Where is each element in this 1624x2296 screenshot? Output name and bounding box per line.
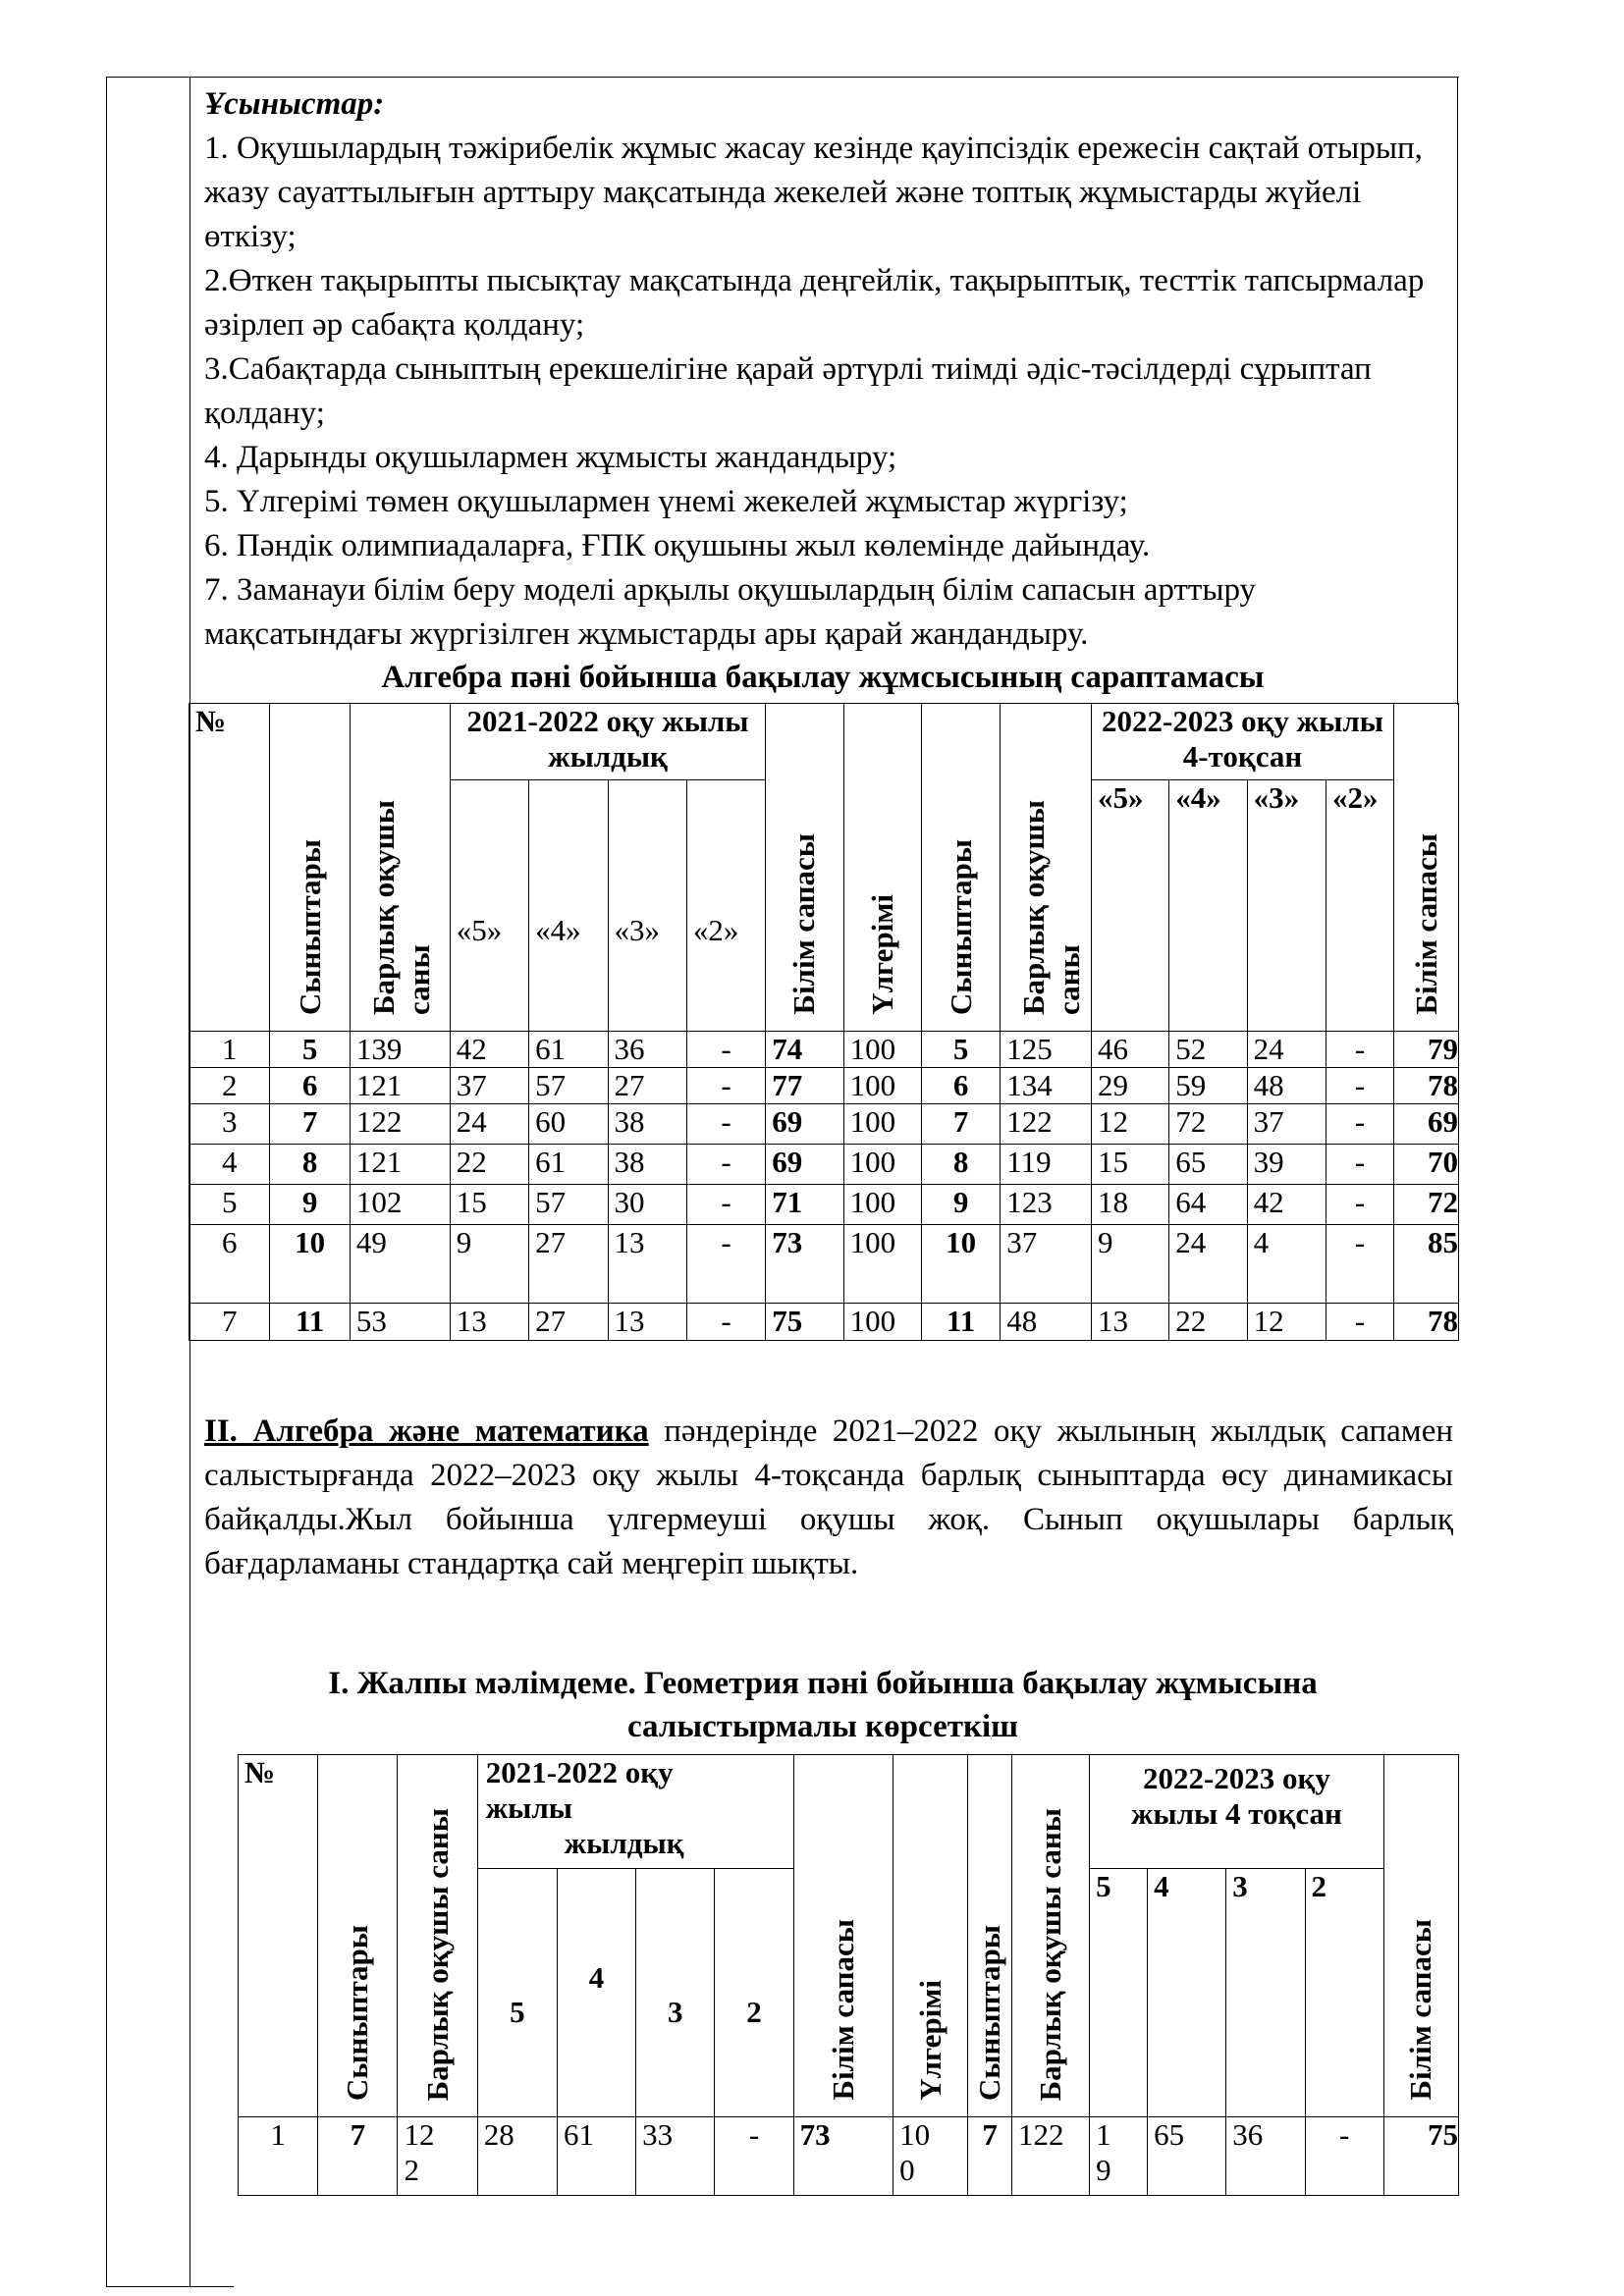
table-cell: 122 bbox=[1001, 1104, 1092, 1145]
table-cell: 75 bbox=[766, 1304, 843, 1341]
table-cell: 42 bbox=[1247, 1185, 1326, 1225]
table-cell: 119 bbox=[1001, 1145, 1092, 1185]
table-cell: 24 bbox=[1169, 1225, 1247, 1304]
header-grade-3-b: «3» bbox=[1247, 780, 1326, 1032]
table-row bbox=[189, 1032, 1459, 1068]
table-row bbox=[189, 1068, 1459, 1104]
table-cell: 72 bbox=[1169, 1104, 1247, 1145]
table-cell: 100 bbox=[843, 1068, 921, 1104]
table-cell: 12 bbox=[1247, 1304, 1326, 1341]
conclusion-paragraph bbox=[204, 1410, 1453, 1586]
table-cell: 1 bbox=[189, 1032, 270, 1068]
page-frame-margin bbox=[106, 77, 190, 2287]
table-cell: 139 bbox=[350, 1032, 450, 1068]
table-cell: 48 bbox=[1001, 1304, 1092, 1341]
recommendation-item: 6. Пәндік олимпиадаларға, ҒПК оқушыны жыл көлемінде дайындау. bbox=[204, 528, 1151, 563]
table-cell: 6 bbox=[189, 1225, 270, 1304]
table-cell: 5 bbox=[270, 1032, 350, 1068]
table-cell: 7 bbox=[318, 2117, 398, 2196]
recommendations-heading: Ұсыныстар: bbox=[204, 86, 385, 122]
table-cell: 75 bbox=[1383, 2117, 1458, 2196]
table-cell: 100 bbox=[843, 1145, 921, 1185]
table-cell: 22 bbox=[450, 1145, 528, 1185]
table-cell: 1 9 bbox=[1090, 2117, 1148, 2196]
table-cell: 10 bbox=[270, 1225, 350, 1304]
header-grade-5-b: «5» bbox=[1091, 780, 1168, 1032]
header-progress: Үлгерімі bbox=[843, 704, 921, 1032]
header-classes-2: Сыныптары bbox=[921, 704, 1000, 1032]
header-quality-2: Білім сапасы bbox=[1394, 704, 1459, 1032]
table-cell: 37 bbox=[450, 1068, 528, 1104]
table-cell: 27 bbox=[608, 1068, 686, 1104]
table-cell: 53 bbox=[350, 1304, 450, 1341]
table-cell: 18 bbox=[1091, 1185, 1168, 1225]
recommendation-item: 3.Сабақтарда сыныптың ерекшелігіне қарай әртүрлі тиімді әдіс-тәсілдерді сұрыптап қолдану; bbox=[204, 351, 1372, 431]
algebra-table-title: Алгебра пәні бойынша бақылау жұмсысының сараптамасы bbox=[381, 660, 1265, 695]
table-cell: 79 bbox=[1394, 1032, 1459, 1068]
table-row bbox=[189, 1304, 1459, 1341]
table-cell: 134 bbox=[1001, 1068, 1092, 1104]
geo-header-num: № bbox=[239, 1755, 318, 2117]
table-cell: - bbox=[1326, 1032, 1393, 1068]
table-cell: 61 bbox=[529, 1145, 608, 1185]
table-cell: 38 bbox=[608, 1145, 686, 1185]
table-cell: - bbox=[686, 1304, 765, 1341]
table-cell: 10 bbox=[921, 1225, 1000, 1304]
table-cell: 121 bbox=[350, 1068, 450, 1104]
table-row bbox=[189, 1185, 1459, 1225]
table-cell: 8 bbox=[921, 1145, 1000, 1185]
table-cell: 15 bbox=[450, 1185, 528, 1225]
table-cell: 6 bbox=[270, 1068, 350, 1104]
table-cell: 24 bbox=[1247, 1032, 1326, 1068]
algebra-table bbox=[189, 703, 1459, 1341]
geo-header-progress: Үлгерімі bbox=[893, 1755, 968, 2117]
table-cell: 71 bbox=[766, 1185, 843, 1225]
table-cell: 12 2 bbox=[398, 2117, 477, 2196]
table-cell: 7 bbox=[921, 1104, 1000, 1145]
table-cell: 69 bbox=[1394, 1104, 1459, 1145]
table-cell: - bbox=[1326, 1068, 1393, 1104]
page-frame-right bbox=[1457, 77, 1458, 705]
table-cell: 27 bbox=[529, 1225, 608, 1304]
table-cell: 11 bbox=[921, 1304, 1000, 1341]
table-cell: 22 bbox=[1169, 1304, 1247, 1341]
geo-header-grade-5-b: 5 bbox=[1090, 1869, 1148, 2117]
table-cell: 122 bbox=[350, 1104, 450, 1145]
table-cell: 7 bbox=[270, 1104, 350, 1145]
table-cell: 9 bbox=[1091, 1225, 1168, 1304]
table-cell: 78 bbox=[1394, 1304, 1459, 1341]
table-cell: 46 bbox=[1091, 1032, 1168, 1068]
table-cell: 77 bbox=[766, 1068, 843, 1104]
geo-header-grade-4: 4 bbox=[557, 1869, 635, 2117]
geometry-title-line1: І. Жалпы мәлімдеме. Геометрия пәні бойынша бақылау жұмысына bbox=[328, 1666, 1318, 1701]
table-cell: - bbox=[1326, 1304, 1393, 1341]
table-cell: 60 bbox=[529, 1104, 608, 1145]
table-cell: 4 bbox=[1247, 1225, 1326, 1304]
table-cell: 9 bbox=[450, 1225, 528, 1304]
table-cell: 5 bbox=[921, 1032, 1000, 1068]
table-cell: 74 bbox=[766, 1032, 843, 1068]
header-grade-3: «3» bbox=[608, 780, 686, 1032]
geo-header-students-2: Барлық оқушы саны bbox=[1011, 1755, 1089, 2117]
table-cell: 78 bbox=[1394, 1068, 1459, 1104]
table-cell: 100 bbox=[843, 1185, 921, 1225]
geo-header-year-2022-2023: 2022-2023 оқу жылы 4 тоқсан bbox=[1090, 1755, 1384, 1869]
table-cell: 24 bbox=[450, 1104, 528, 1145]
header-num: № bbox=[189, 704, 270, 1032]
table-cell: 121 bbox=[350, 1145, 450, 1185]
table-cell: 7 bbox=[189, 1304, 270, 1341]
geo-header-grade-2: 2 bbox=[715, 1869, 793, 2117]
table-cell: 36 bbox=[608, 1032, 686, 1068]
table-cell: 100 bbox=[843, 1304, 921, 1341]
table-cell: 38 bbox=[608, 1104, 686, 1145]
recommendation-item: 4. Дарынды оқушылармен жұмысты жандандыру; bbox=[204, 440, 897, 475]
geo-header-quality: Білім сапасы bbox=[793, 1755, 893, 2117]
table-cell: - bbox=[1326, 1185, 1393, 1225]
header-grade-4: «4» bbox=[529, 780, 608, 1032]
table-cell: 73 bbox=[793, 2117, 893, 2196]
table-cell: - bbox=[686, 1068, 765, 1104]
header-grade-2: «2» bbox=[686, 780, 765, 1032]
conclusion-text: пәндерінде 2021–2022 оқу жылының жылдық сапамен салыстырғанда 2022–2023 оқу жылы 4-тоқсанда барлық сыныптарда өсу динамикасы байқалды.Жыл бойынша үлгермеуші оқушы жоқ. Сынып оқушылары барлық бағдарламаны стандартқа сай меңгеріп шықты. bbox=[204, 1414, 1453, 1581]
table-cell: 33 bbox=[636, 2117, 715, 2196]
table-cell: 13 bbox=[450, 1304, 528, 1341]
header-year-2022-2023: 2022-2023 оқу жылы 4-тоқсан bbox=[1091, 704, 1393, 780]
table-cell: 122 bbox=[1011, 2117, 1089, 2196]
table-cell: 70 bbox=[1394, 1145, 1459, 1185]
table-cell: 100 bbox=[843, 1104, 921, 1145]
table-cell: 100 bbox=[843, 1225, 921, 1304]
table-cell: 3 bbox=[189, 1104, 270, 1145]
table-row bbox=[189, 1145, 1459, 1185]
table-cell: 48 bbox=[1247, 1068, 1326, 1104]
table-cell: 57 bbox=[529, 1185, 608, 1225]
recommendation-item: 7. Заманауи білім беру моделі арқылы оқушылардың білім сапасын арттыру мақсатындағы жүргізілген жұмыстарды ары қарай жандандыру. bbox=[204, 572, 1257, 652]
geo-header-classes: Сыныптары bbox=[318, 1755, 398, 2117]
table-cell: - bbox=[715, 2117, 793, 2196]
table-cell: 102 bbox=[350, 1185, 450, 1225]
table-cell: 30 bbox=[608, 1185, 686, 1225]
geo-header-students: Барлық оқушы саны bbox=[398, 1755, 477, 2117]
table-cell: 11 bbox=[270, 1304, 350, 1341]
header-quality: Білім сапасы bbox=[766, 704, 843, 1032]
table-cell: 12 bbox=[1091, 1104, 1168, 1145]
table-cell: 65 bbox=[1169, 1145, 1247, 1185]
table-cell: 8 bbox=[270, 1145, 350, 1185]
geometry-table-title bbox=[189, 1662, 1457, 1748]
table-cell: - bbox=[1326, 1145, 1393, 1185]
table-cell: 39 bbox=[1247, 1145, 1326, 1185]
table-cell: 9 bbox=[270, 1185, 350, 1225]
table-cell: 13 bbox=[608, 1225, 686, 1304]
table-cell: 64 bbox=[1169, 1185, 1247, 1225]
page-frame-bottom bbox=[106, 2286, 234, 2287]
table-cell: - bbox=[686, 1104, 765, 1145]
header-students: Барлық оқушы саны bbox=[350, 704, 450, 1032]
geo-header-grade-2-b: 2 bbox=[1305, 1869, 1383, 2117]
table-cell: 61 bbox=[529, 1032, 608, 1068]
header-students-2: Барлық оқушы саны bbox=[1001, 704, 1092, 1032]
table-cell: - bbox=[1305, 2117, 1383, 2196]
table-cell: 2 bbox=[189, 1068, 270, 1104]
table-cell: 1 bbox=[239, 2117, 318, 2196]
table-cell: 123 bbox=[1001, 1185, 1092, 1225]
table-cell: 100 bbox=[843, 1032, 921, 1068]
table-cell: 57 bbox=[529, 1068, 608, 1104]
table-cell: 27 bbox=[529, 1304, 608, 1341]
geo-header-grade-3: 3 bbox=[636, 1869, 715, 2117]
conclusion-highlight: II. Алгебра және математика bbox=[204, 1414, 649, 1449]
geometry-table bbox=[238, 1754, 1459, 2196]
table-cell: - bbox=[686, 1032, 765, 1068]
table-cell: 29 bbox=[1091, 1068, 1168, 1104]
table-cell: 42 bbox=[450, 1032, 528, 1068]
table-cell: 52 bbox=[1169, 1032, 1247, 1068]
table-cell: 37 bbox=[1247, 1104, 1326, 1145]
table-cell: 85 bbox=[1394, 1225, 1459, 1304]
table-cell: 61 bbox=[557, 2117, 635, 2196]
recommendations-section bbox=[204, 82, 1457, 657]
recommendation-item: 5. Үлгерімі төмен оқушылармен үнемі жекелей жұмыстар жүргізу; bbox=[204, 484, 1128, 519]
table-cell: 7 bbox=[968, 2117, 1012, 2196]
table-cell: 6 bbox=[921, 1068, 1000, 1104]
table-cell: - bbox=[1326, 1225, 1393, 1304]
table-cell: 13 bbox=[608, 1304, 686, 1341]
table-cell: 4 bbox=[189, 1145, 270, 1185]
recommendation-item: 1. Оқушылардың тәжірибелік жұмыс жасау кезінде қауіпсіздік ережесін сақтай отырып, жазу сауаттылығын арттыру мақсатында жекелей және топтық жұмыстарды жүйелі өткізу; bbox=[204, 131, 1423, 254]
table-cell: 28 bbox=[477, 2117, 557, 2196]
table-cell: 125 bbox=[1001, 1032, 1092, 1068]
table-cell: 73 bbox=[766, 1225, 843, 1304]
table-cell: 37 bbox=[1001, 1225, 1092, 1304]
geo-header-year-2021-2022: 2021-2022 оқу жылы жылдық bbox=[477, 1755, 793, 1869]
table-cell: - bbox=[1326, 1104, 1393, 1145]
header-classes: Сыныптары bbox=[270, 704, 350, 1032]
table-cell: - bbox=[686, 1145, 765, 1185]
table-row bbox=[189, 1104, 1459, 1145]
table-cell: 65 bbox=[1148, 2117, 1226, 2196]
table-cell: 36 bbox=[1226, 2117, 1305, 2196]
header-grade-4-b: «4» bbox=[1169, 780, 1247, 1032]
header-year-2021-2022: 2021-2022 оқу жылы жылдық bbox=[450, 704, 765, 780]
geo-header-grade-4-b: 4 bbox=[1148, 1869, 1226, 2117]
table-cell: 59 bbox=[1169, 1068, 1247, 1104]
header-grade-2-b: «2» bbox=[1326, 780, 1393, 1032]
table-row bbox=[189, 1225, 1459, 1304]
table-cell: 10 0 bbox=[893, 2117, 968, 2196]
page-frame-top bbox=[106, 77, 1459, 78]
table-cell: 9 bbox=[921, 1185, 1000, 1225]
geo-header-classes-2: Сыныптары bbox=[968, 1755, 1012, 2117]
header-grade-5: «5» bbox=[450, 780, 528, 1032]
table-cell: - bbox=[686, 1185, 765, 1225]
table-cell: 13 bbox=[1091, 1304, 1168, 1341]
table-cell: 69 bbox=[766, 1145, 843, 1185]
geometry-title-line2: салыстырмалы көрсеткіш bbox=[627, 1709, 1018, 1744]
table-cell: - bbox=[686, 1225, 765, 1304]
geo-header-grade-5: 5 bbox=[477, 1869, 557, 2117]
table-cell: 15 bbox=[1091, 1145, 1168, 1185]
geo-header-grade-3-b: 3 bbox=[1226, 1869, 1305, 2117]
table-row bbox=[239, 2117, 1459, 2196]
recommendation-item: 2.Өткен тақырыпты пысықтау мақсатында деңгейлік, тақырыптық, тесттік тапсырмалар әзірлеп әр сабақта қолдану; bbox=[204, 263, 1425, 343]
table-cell: 69 bbox=[766, 1104, 843, 1145]
geo-header-quality-2: Білім сапасы bbox=[1383, 1755, 1458, 2117]
table-cell: 72 bbox=[1394, 1185, 1459, 1225]
table-cell: 49 bbox=[350, 1225, 450, 1304]
table-cell: 5 bbox=[189, 1185, 270, 1225]
